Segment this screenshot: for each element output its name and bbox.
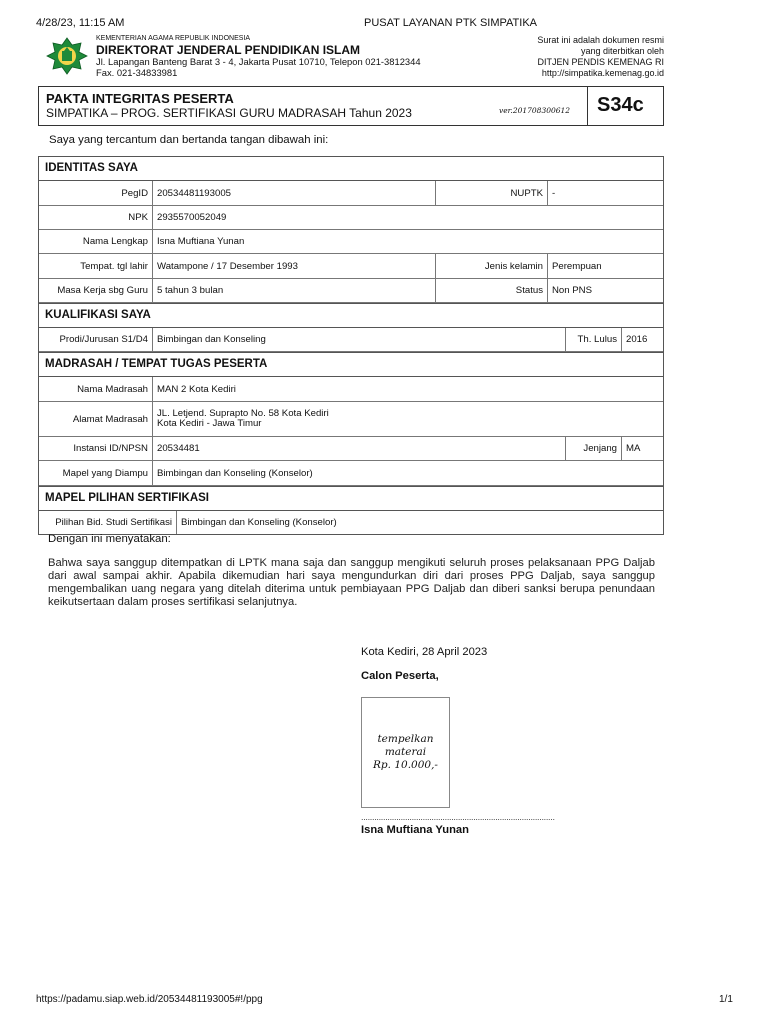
official-note-1: Surat ini adalah dokumen resmi [537,35,664,45]
jenjang-value: MA [626,443,641,454]
alamat-madrasah-value [153,402,663,436]
pilihan-bidang-value: Bimbingan dan Konseling (Konselor) [181,517,337,528]
row-mapel [39,461,663,486]
row-npsn [39,437,663,461]
materai-box [361,697,450,808]
section-identitas-heading: IDENTITAS SAYA [39,157,663,181]
nama-madrasah-value: MAN 2 Kota Kediri [157,383,236,395]
row-nama-madrasah [39,377,663,402]
print-page: 1/1 [719,994,733,1005]
row-prodi [39,328,663,352]
alamat-line-2: Kota Kediri - Jawa Timur [157,418,262,429]
statement-lead: Dengan ini menyatakan: [48,533,171,545]
lulus-label: Th. Lulus [566,328,622,351]
materai-line-2: materai [384,746,427,758]
pegid-value: 20534481193005 [153,181,436,205]
print-datetime: 4/28/23, 11:15 AM [36,17,125,29]
print-title: PUSAT LAYANAN PTK SIMPATIKA [364,17,537,29]
row-masa-kerja [39,279,663,303]
npk-value: 2935570052049 [157,212,227,223]
nama-value: Isna Muftiana Yunan [157,236,245,247]
place-date: Kota Kediri, 28 April 2023 [361,646,488,658]
directorate-address: Jl. Lapangan Banteng Barat 3 - 4, Jakarta Pusat 10710, Telepon 021-3812344 [96,56,421,67]
alamat-madrasah-label: Alamat Madrasah [39,402,153,436]
mapel-value: Bimbingan dan Konseling (Konselor) [157,467,313,479]
signer-role: Calon Peserta, [361,670,439,682]
jenjang-label: Jenjang [566,437,622,460]
nuptk-value: - [552,187,556,199]
kemenag-logo-icon [46,37,88,75]
materai-line-3: Rp. 10.000,- [373,759,438,771]
signature-line: ........................................................................................ [361,812,555,822]
prodi-value: Bimbingan dan Konseling [153,328,566,351]
row-npk [39,206,663,230]
signer-name: Isna Muftiana Yunan [361,824,469,836]
jk-label: Jenis kelamin [436,254,548,278]
masa-value: 5 tahun 3 bulan [153,279,436,302]
document-version: ver.201708300612 [499,106,571,115]
official-note-3: DITJEN PENDIS KEMENAG RI [537,57,664,67]
npsn-label: Instansi ID/NPSN [39,437,153,460]
mapel-label: Mapel yang Diampu [39,461,153,485]
npsn-value: 20534481 [153,437,566,460]
ministry-name: KEMENTERIAN AGAMA REPUBLIK INDONESIA [96,35,251,42]
row-alamat-madrasah [39,402,663,437]
row-pilihan-bidang [39,511,663,534]
ttl-value: Watampone / 17 Desember 1993 [153,254,436,278]
print-url[interactable]: https://padamu.siap.web.id/20534481193005#!/ppg [36,994,263,1005]
nama-madrasah-label: Nama Madrasah [39,377,153,401]
section-madrasah-heading: MADRASAH / TEMPAT TUGAS PESERTA [39,352,663,377]
document-subtitle: SIMPATIKA – PROG. SERTIFIKASI GURU MADRASAH Tahun 2023 [46,106,412,120]
ttl-label: Tempat. tgl lahir [39,254,153,278]
pilihan-bidang-label: Pilihan Bid. Studi Sertifikasi [39,511,177,534]
document-title: PAKTA INTEGRITAS PESERTA [46,91,234,106]
official-note-4: http://simpatika.kemenag.go.id [541,68,664,78]
directorate-fax: Fax. 021-34833981 [96,67,178,78]
status-value: Non PNS [552,285,592,296]
masa-label: Masa Kerja sbg Guru [39,279,153,302]
npk-label: NPK [39,206,153,229]
form-grid [38,156,664,535]
lulus-value: 2016 [626,334,648,345]
jk-value: Perempuan [552,260,602,272]
document-title-box [38,86,664,126]
nama-label: Nama Lengkap [39,230,153,253]
official-note-2: yang diterbitkan oleh [580,46,664,56]
document-code: S34c [597,94,644,116]
statement-body: Bahwa saya sanggup ditempatkan di LPTK mana saja dan sanggup mengikuti seluruh proses pelaksanaan PPG Daljab dari awal sampai akhir. Apabila dikemudian hari saya mengundurkan diri dari proses PPG Daljab, saya sanggup mengembalikan uang negara yang ditelah diterima untuk pembiayaan PPG Daljab dan diberi sanksi berupa penundaan keikutsertaan dalam proses sertifikasi selanjutnya. [48,557,655,608]
materai-line-1: tempelkan [377,733,434,745]
section-kualifikasi-heading: KUALIFIKASI SAYA [39,303,663,328]
nuptk-label: NUPTK [436,181,548,205]
code-box [587,87,665,125]
pegid-label: PegID [39,181,153,205]
intro-text: Saya yang tercantum dan bertanda tangan dibawah ini: [49,134,329,146]
directorate-name: DIREKTORAT JENDERAL PENDIDIKAN ISLAM [96,43,361,57]
row-nama [39,230,663,254]
section-mapel-pilihan-heading: MAPEL PILIHAN SERTIFIKASI [39,486,663,511]
row-pegid [39,181,663,206]
status-label: Status [436,279,548,302]
alamat-line-1: JL. Letjend. Suprapto No. 58 Kota Kediri [157,408,329,419]
row-ttl [39,254,663,279]
prodi-label: Prodi/Jurusan S1/D4 [39,328,153,351]
